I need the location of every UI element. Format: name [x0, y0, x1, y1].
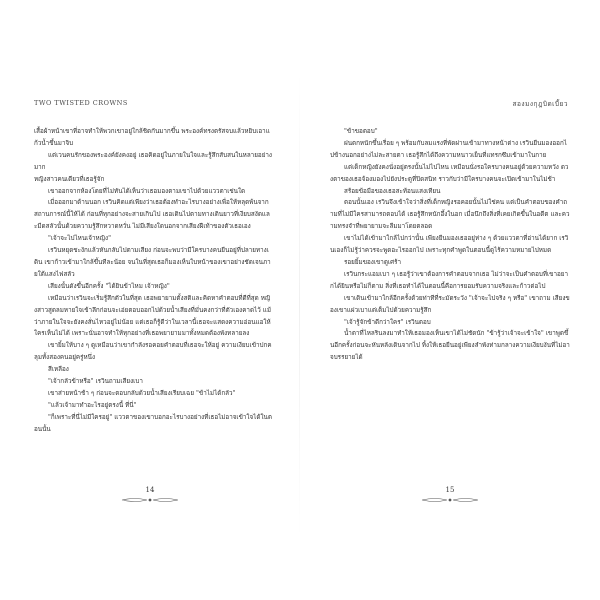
paragraph: ตอนนั้นเอง เรวินจึงเข้าใจว่าสิ่งที่เด็กหญิงรอคอยนั้นไม่ใช่คน แต่เป็นคำตอบของคำถามที่ไม่มีใครสามารถตอบได้ เธอรู้สึกหนักอึ้งในอก เมื่อนึกถึงสิ่งที่เคยเกิดขึ้นในอดีต และความทรงจำที่พยายามจะลืมมาโดยตลอด — [330, 199, 570, 231]
right-page-body — [330, 126, 570, 364]
flourish-ornament-icon — [420, 497, 480, 503]
left-page-footer — [0, 486, 300, 503]
paragraph: แต่เด็กหญิงยังคงนั่งอยู่ตรงนั้นไม่ไปไหน เหมือนนั่งรอใครบางคนอยู่ด้วยความหวัง ดวงตาของเธอจ้องมองไปยังประตูที่ปิดสนิท ราวกับว่ามีใครบางคนจะเปิดเข้ามาในไม่ช้า — [330, 163, 569, 183]
paragraph: แต่เวนคนรักของพระองค์ยังคงอยู่ เธอคิดอยู่ในภายในใจและรู้สึกสับสนในหลายอย่างมาก — [34, 151, 272, 171]
paragraph: เมื่อออกมาด้านนอก เรวินคิดแต่เพียงว่าเธอต้องทำอะไรบางอย่างเพื่อให้หลุดพ้นจากสถานการณ์นี้ให้ได้ ก่อนที่ทุกอย่างจะสายเกินไป เธอเดินไปตามทางเดินยาวที่เงียบสงัดและมืดสลัวนั้นด้วยความรู้สึกหวาดหวั่น ไม่มีเสียงใดนอกจากเสียงฝีเท้าของตัวเธอเอง — [34, 199, 270, 231]
page-number-left: 14 — [145, 486, 155, 494]
paragraph: เสียงนั้นดังขึ้นอีกครั้ง "ได้ยินข้าไหม เจ้าหญิง" — [48, 282, 170, 290]
flourish-ornament-icon — [120, 497, 180, 503]
running-header-left: TWO TWISTED CROWNS — [34, 99, 128, 107]
paragraph: "เจ้ากลัวข้าหรือ" เรวินถามเสียงเบา — [48, 378, 143, 386]
paragraph: เขาออกจากห้องโดยที่ไม่ทันได้เห็นว่าเธอมองตามเขาไปด้วยแววตาเช่นใด — [48, 187, 246, 195]
paragraph: ฝนตกหนักขึ้นเรื่อย ๆ พร้อมกับลมแรงที่พัดผ่านเข้ามาทางหน้าต่าง เรวินยืนมองออกไปข้างนอกอย่างไม่ละสายตา เธอรู้สึกได้ถึงความหนาวเย็นที่แทรกซึมเข้ามาในกาย — [330, 139, 567, 159]
paragraph: เรวินกระแอมเบา ๆ เธอรู้ว่าเขาต้องการคำตอบจากเธอ ไม่ว่าจะเป็นคำตอบที่เขาอยากได้ยินหรือไม่ก็ตาม สิ่งที่เธอทำได้ในตอนนี้คือการยอมรับความจริงและก้าวต่อไป — [330, 270, 569, 290]
paragraph: รอยยิ้มของเขาดูเศร้า — [344, 258, 402, 266]
running-header-right: สองมงกุฎบิดเบี้ยว — [512, 100, 568, 108]
paragraph: หญิงสาวคนเดียวที่เธอรู้จัก — [34, 175, 105, 183]
left-page-body — [34, 126, 272, 436]
paragraph: เขาส่ายหน้าช้า ๆ ก่อนจะตอบกลับด้วยน้ำเสียงเรียบเฉย "ข้าไม่ได้กลัว" — [48, 389, 236, 397]
paragraph: เขายิ้มให้บาง ๆ ดูเหมือนว่าเขากำลังรอคอยคำตอบที่เธอจะให้อยู่ ความเงียบเข้าปกคลุมทั้งสองคนอยู่ครู่หนึ่ง — [34, 342, 272, 362]
paragraph: "ก็เพราะที่นี่ไม่มีใครอยู่" แววตาของเขาบอกอะไรบางอย่างที่เธอไม่อาจเข้าใจได้ในตอนนั้น — [34, 413, 272, 433]
right-page-footer — [300, 486, 600, 503]
paragraph: เหมือนว่าเรวินจะเริ่มรู้สึกตัวในที่สุด เธอพยายามตั้งสติและคิดหาคำตอบที่ดีที่สุด หญิงสาวสูดลมหายใจเข้าลึกก่อนจะเอ่ยตอบออกไปด้วยน้ำเสียงที่มั่นคงกว่าที่ตัวเองคาดไว้ แม้ว่าภายในใจจะยังคงสั่นไหวอยู่ไม่น้อย แต่เธอก็รู้ดีว่าในเวลานี้เธอจะแสดงความอ่อนแอให้ใครเห็นไม่ได้ เพราะนั่นอาจทำให้ทุกอย่างที่เธอพยายามมาทั้งหมดต้องพังทลายลง — [34, 294, 271, 338]
paragraph: "เจ้ารู้จักข้าดีกว่าใคร" เรวินตอบ — [344, 318, 431, 326]
paragraph: เสื้อผ้าหน้าเขาที่อาจทำให้พวกเขาอยู่ใกล้ชิดกันมากขึ้น พระองค์ทรงตรัสจบแล้วหยิบเอาแก้วน้ำขึ้นมาจิบ — [34, 128, 270, 147]
paragraph: สีเหลือง — [48, 366, 69, 374]
page-number-right: 15 — [445, 486, 455, 494]
paragraph: เรวินหยุดชะงักแล้วหันกลับไปตามเสียง ก่อนจะพบว่ามีใครบางคนยืนอยู่ที่ปลายทางเดิน เขาก้าวเข้ามาใกล้ขึ้นทีละน้อย จนในที่สุดเธอก็มองเห็นใบหน้าของเขาอย่างชัดเจนภายใต้แสงไฟสลัว — [34, 247, 271, 278]
paragraph: เขาเดินเข้ามาใกล้อีกครั้งด้วยท่าทีที่ระมัดระวัง "เจ้าจะไปจริง ๆ หรือ" เขาถาม เสียงของเขาแผ่วเบาแต่เต็มไปด้วยความรู้สึก — [330, 294, 570, 314]
paragraph: สร้อยข้อมือของเธอสะท้อนแสงเทียน — [344, 187, 441, 195]
paragraph: เขาไม่ได้เข้ามาใกล้ไปกว่านั้น เพียงยืนมองเธออยู่ห่าง ๆ ด้วยแววตาที่อ่านได้ยาก เรวินเองก็ไม่รู้ว่าควรจะพูดอะไรออกไป เพราะทุกคำพูดในตอนนี้ดูไร้ความหมายไปหมด — [330, 235, 569, 255]
paragraph: "ข้าขอตอบ" — [344, 128, 378, 135]
paragraph: "แล้วเจ้ามาทำอะไรอยู่ตรงนี้ ที่นี่" — [48, 401, 137, 409]
paragraph: "เจ้าจะไปไหนเจ้าหญิง" — [48, 235, 111, 243]
paragraph: น้ำตาที่ไหลรินลงมาทำให้เธอมองเห็นเขาได้ไม่ชัดนัก "ข้ารู้ว่าเจ้าจะเข้าใจ" เขาพูดขึ้นอีกครั้งก่อนจะหันหลังเดินจากไป ทิ้งให้เธอยืนอยู่เพียงลำพังท่ามกลางความเงียบงันที่ไม่อาจบรรยายได้ — [330, 330, 570, 362]
right-page — [300, 0, 600, 600]
